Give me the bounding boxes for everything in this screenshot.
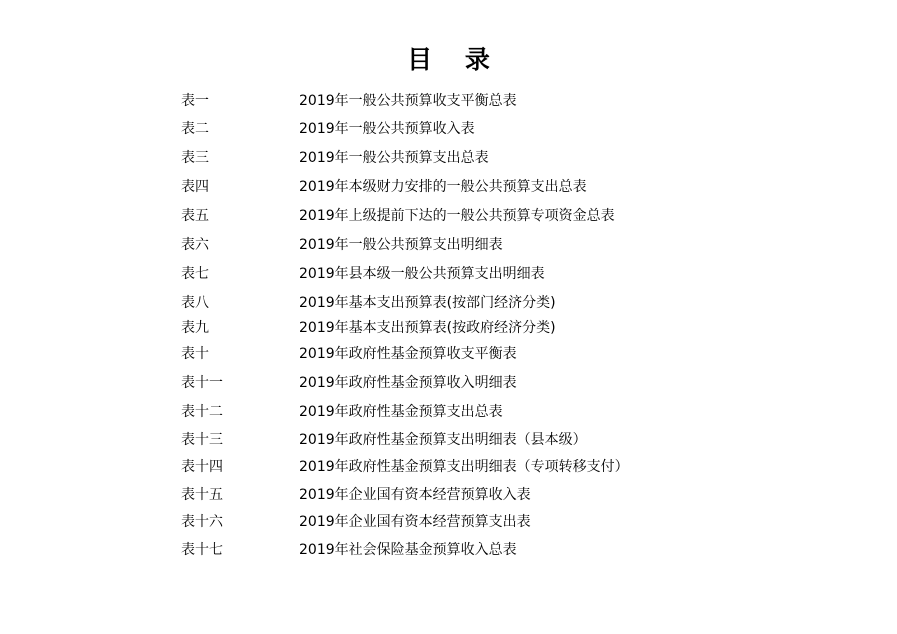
toc-entry-label: 表十二: [181, 404, 223, 420]
toc-entry-17[interactable]: [0, 540, 897, 560]
toc-entry-label: 表一: [181, 93, 209, 109]
toc-entry-label: 表十四: [181, 459, 223, 475]
toc-entry-title: 2019年上级提前下达的一般公共预算专项资金总表: [299, 208, 615, 224]
toc-entry-title: 2019年企业国有资本经营预算收入表: [299, 487, 531, 503]
toc-entry-label: 表九: [181, 320, 209, 336]
toc-entry-5[interactable]: [0, 206, 897, 226]
toc-entry-label: 表七: [181, 266, 209, 282]
toc-entry-16[interactable]: [0, 512, 897, 532]
toc-entry-title: 2019年一般公共预算支出总表: [299, 150, 489, 166]
toc-entry-title: 2019年社会保险基金预算收入总表: [299, 542, 517, 558]
toc-entry-title: 2019年政府性基金预算支出明细表（专项转移支付）: [299, 459, 629, 475]
toc-entry-7[interactable]: [0, 264, 897, 284]
toc-entry-8[interactable]: [0, 293, 897, 313]
toc-entry-label: 表十: [181, 346, 209, 362]
toc-entry-title: 2019年企业国有资本经营预算支出表: [299, 514, 531, 530]
toc-entry-title: 2019年政府性基金预算支出总表: [299, 404, 503, 420]
toc-entry-3[interactable]: [0, 148, 897, 168]
toc-entry-label: 表三: [181, 150, 209, 166]
toc-entry-6[interactable]: [0, 235, 897, 255]
toc-entry-2[interactable]: [0, 119, 897, 139]
toc-entry-label: 表十七: [181, 542, 223, 558]
toc-entry-label: 表二: [181, 121, 209, 137]
toc-entry-title: 2019年本级财力安排的一般公共预算支出总表: [299, 179, 587, 195]
toc-entry-label: 表八: [181, 295, 209, 311]
toc-entry-15[interactable]: [0, 485, 897, 505]
toc-entry-label: 表十三: [181, 432, 223, 448]
toc-entry-11[interactable]: [0, 373, 897, 393]
toc-entry-label: 表六: [181, 237, 209, 253]
toc-entry-title: 2019年县本级一般公共预算支出明细表: [299, 266, 545, 282]
toc-entry-13[interactable]: [0, 430, 897, 450]
toc-entry-title: 2019年一般公共预算收支平衡总表: [299, 93, 517, 109]
page-title: 目 录: [407, 45, 502, 74]
toc-entry-title: 2019年基本支出预算表(按部门经济分类): [299, 295, 556, 311]
toc-entry-1[interactable]: [0, 91, 897, 111]
toc-entry-label: 表十六: [181, 514, 223, 530]
toc-entry-title: 2019年政府性基金预算收入明细表: [299, 375, 517, 391]
toc-entry-label: 表五: [181, 208, 209, 224]
toc-entry-title: 2019年政府性基金预算收支平衡表: [299, 346, 517, 362]
toc-entry-title: 2019年基本支出预算表(按政府经济分类): [299, 320, 556, 336]
toc-entry-title: 2019年一般公共预算收入表: [299, 121, 475, 137]
toc-entry-4[interactable]: [0, 177, 897, 197]
toc-entry-14[interactable]: [0, 457, 897, 477]
toc-entry-label: 表十五: [181, 487, 223, 503]
toc-entry-10[interactable]: [0, 344, 897, 364]
toc-entry-title: 2019年一般公共预算支出明细表: [299, 237, 503, 253]
toc-entry-12[interactable]: [0, 402, 897, 422]
toc-entry-label: 表十一: [181, 375, 223, 391]
toc-entry-label: 表四: [181, 179, 209, 195]
toc-entry-title: 2019年政府性基金预算支出明细表（县本级）: [299, 432, 587, 448]
toc-entry-9[interactable]: [0, 318, 897, 338]
